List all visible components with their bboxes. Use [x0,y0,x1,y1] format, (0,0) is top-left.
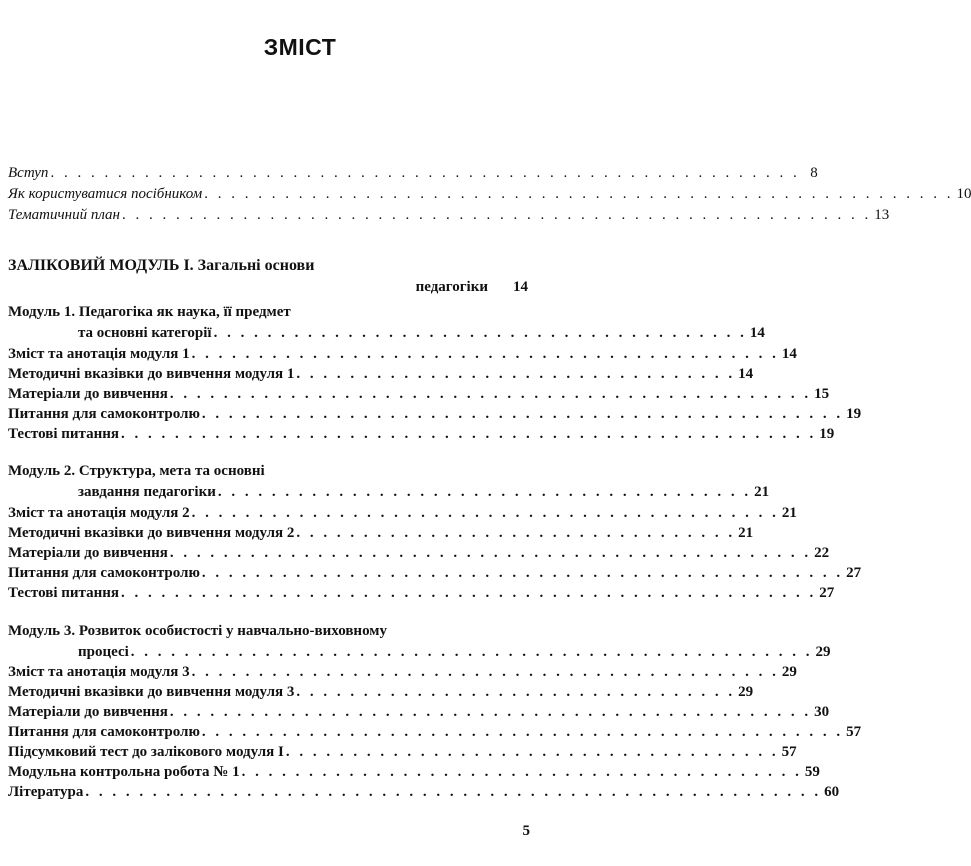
toc-entry: Методичні вказівки до вивчення модуля 3 . . . . . . . . . . . . . . . . . . . . . . . . . . . . . . . . . 29 [8,684,754,700]
leader-dots: . . . . . . . . . . . . . . . . . . . . . . . . . . . . . . . . . . . . . . . . . . . . [191,346,779,362]
toc-entry: Питання для самоконтролю . . . . . . . . . . . . . . . . . . . . . . . . . . . . . . . . . . . . . . . . . . . . . . . . 27 [8,565,862,581]
toc-entry: Вступ . . . . . . . . . . . . . . . . . . . . . . . . . . . . . . . . . . . . . . . . . . . . . . . . . . . . . . . . 8 [8,165,818,181]
toc-entry: Зміст та анотація модуля 1 . . . . . . . . . . . . . . . . . . . . . . . . . . . . . . . . . . . . . . . . . . . . 14 [8,346,797,362]
leader-dots: . . . . . . . . . . . . . . . . . . . . . . . . . . . . . . . . . . . . . . . . . . . . . . . . [201,724,844,740]
leader-dots: . . . . . . . . . . . . . . . . . . . . . . . . . . . . . . . . . . . . . . . . . . . . . . . . . . . . [120,426,817,442]
toc-entry: процесі . . . . . . . . . . . . . . . . . . . . . . . . . . . . . . . . . . . . . . . . . . . . . . . . . . . 29 [78,644,831,660]
credit-module-heading: ЗАЛІКОВИЙ МОДУЛЬ І. Загальні основи [8,257,315,274]
page-number: 5 [522,823,530,839]
leader-dots: . . . . . . . . . . . . . . . . . . . . . . . . . . . . . . . . . . . . . . . . . . . . . . . . [169,704,812,720]
leader-dots: . . . . . . . . . . . . . . . . . . . . . . . . . . . . . . . . . . . . . . . . . . . . . . . . [201,565,844,581]
leader-dots: . . . . . . . . . . . . . . . . . . . . . . . . . . . . . . . . . . . . . . . . . . . . [191,505,779,521]
leader-dots: . . . . . . . . . . . . . . . . . . . . . . . . . . . . . . . . . . . . . . . . [217,484,752,500]
toc-entry: Питання для самоконтролю . . . . . . . . . . . . . . . . . . . . . . . . . . . . . . . . . . . . . . . . . . . . . . . . 57 [8,724,862,740]
toc-entry: Література . . . . . . . . . . . . . . . . . . . . . . . . . . . . . . . . . . . . . . . . . . . . . . . . . . . . . . . 60 [8,784,840,800]
toc-entry: Тестові питання . . . . . . . . . . . . . . . . . . . . . . . . . . . . . . . . . . . . . . . . . . . . . . . . . . . . 19 [8,426,835,442]
leader-dots: . . . . . . . . . . . . . . . . . . . . . . . . . . . . . . . . . . . . . . . . . . . . . . . . . . . . [120,585,817,601]
leader-dots: . . . . . . . . . . . . . . . . . . . . . . . . . . . . . . . . . . . . . . . . . . . . . . . . . . . . . . . . [204,186,954,202]
leader-dots: . . . . . . . . . . . . . . . . . . . . . . . . . . . . . . . . . . . . . . . . . . . . . . . . . . . . . . . . [122,207,872,223]
leader-dots: . . . . . . . . . . . . . . . . . . . . . . . . . . . . . . . . . . . . . . . . . . [241,764,802,780]
toc-entry: Тестові питання . . . . . . . . . . . . . . . . . . . . . . . . . . . . . . . . . . . . . . . . . . . . . . . . . . . . 27 [8,585,835,601]
leader-dots: . . . . . . . . . . . . . . . . . . . . . . . . . . . . . . . . . . . . . . . . . . . . [191,664,779,680]
toc-entry: та основні категорії . . . . . . . . . . . . . . . . . . . . . . . . . . . . . . . . . . . . . . . . 14 [78,325,765,341]
leader-dots: . . . . . . . . . . . . . . . . . . . . . . . . . . . . . . . . . . . . . . . . . . . . . . . . . . . [130,644,813,660]
leader-dots: . . . . . . . . . . . . . . . . . . . . . . . . . . . . . . . . . . . . . . . . . . . . . . . . [169,386,812,402]
toc-entry: Тематичний план . . . . . . . . . . . . . . . . . . . . . . . . . . . . . . . . . . . . . . . . . . . . . . . . . . . . . . . . 13 [8,207,890,223]
leader-dots: . . . . . . . . . . . . . . . . . . . . . . . . . . . . . . . . . . . . . . . . . . . . . . . . [169,545,812,561]
toc-entry: Модульна контрольна робота № 1 . . . . . . . . . . . . . . . . . . . . . . . . . . . . . . . . . . . . . . . . . . 59 [8,764,820,780]
module-heading: Модуль 2. Структура, мета та основні [8,463,265,479]
toc-entry: завдання педагогіки . . . . . . . . . . . . . . . . . . . . . . . . . . . . . . . . . . . . . . . . 21 [78,484,770,500]
toc-entry: Матеріали до вивчення . . . . . . . . . . . . . . . . . . . . . . . . . . . . . . . . . . . . . . . . . . . . . . . . 22 [8,545,830,561]
leader-dots: . . . . . . . . . . . . . . . . . . . . . . . . . . . . . . . . . . . . . [285,744,779,760]
leader-dots: . . . . . . . . . . . . . . . . . . . . . . . . . . . . . . . . . [296,525,736,541]
leader-dots: . . . . . . . . . . . . . . . . . . . . . . . . . . . . . . . . . . . . . . . . [213,325,747,341]
module-heading: Модуль 3. Розвиток особистості у навчально-виховному [8,623,388,639]
toc-entry: Як користуватися посібником . . . . . . . . . . . . . . . . . . . . . . . . . . . . . . . . . . . . . . . . . . . . . . . . . . . . . . . . 10 [8,186,971,202]
leader-dots: . . . . . . . . . . . . . . . . . . . . . . . . . . . . . . . . . . . . . . . . . . . . . . . . [201,406,844,422]
toc-entry: Матеріали до вивчення . . . . . . . . . . . . . . . . . . . . . . . . . . . . . . . . . . . . . . . . . . . . . . . . 15 [8,386,830,402]
page-title: ЗМІСТ [263,34,337,60]
module-heading: Модуль 1. Педагогіка як наука, її предмет [8,304,291,320]
leader-dots: . . . . . . . . . . . . . . . . . . . . . . . . . . . . . . . . . . . . . . . . . . . . . . . . . . . . . . . . [50,165,800,181]
toc-entry: Зміст та анотація модуля 3 . . . . . . . . . . . . . . . . . . . . . . . . . . . . . . . . . . . . . . . . . . . . 29 [8,664,797,680]
toc-entry: Зміст та анотація модуля 2 . . . . . . . . . . . . . . . . . . . . . . . . . . . . . . . . . . . . . . . . . . . . 21 [8,505,797,521]
toc-entry: Підсумковий тест до залікового модуля І . . . . . . . . . . . . . . . . . . . . . . . . . . . . . . . . . . . . . 57 [8,744,797,760]
toc-entry: Питання для самоконтролю . . . . . . . . . . . . . . . . . . . . . . . . . . . . . . . . . . . . . . . . . . . . . . . . 19 [8,406,862,422]
leader-dots: . . . . . . . . . . . . . . . . . . . . . . . . . . . . . . . . . . . . . . . . . . . . . . . . . . . . . . . [85,784,822,800]
toc-entry: педагогіки 14 [415,279,528,295]
toc-entry: Методичні вказівки до вивчення модуля 1 . . . . . . . . . . . . . . . . . . . . . . . . . . . . . . . . . 14 [8,366,754,382]
toc-entry: Методичні вказівки до вивчення модуля 2 . . . . . . . . . . . . . . . . . . . . . . . . . . . . . . . . . 21 [8,525,754,541]
leader-dots: . . . . . . . . . . . . . . . . . . . . . . . . . . . . . . . . . [296,366,736,382]
toc-entry: Матеріали до вивчення . . . . . . . . . . . . . . . . . . . . . . . . . . . . . . . . . . . . . . . . . . . . . . . . 30 [8,704,830,720]
leader-dots: . . . . . . . . . . . . . . . . . . . . . . . . . . . . . . . . . [296,684,736,700]
